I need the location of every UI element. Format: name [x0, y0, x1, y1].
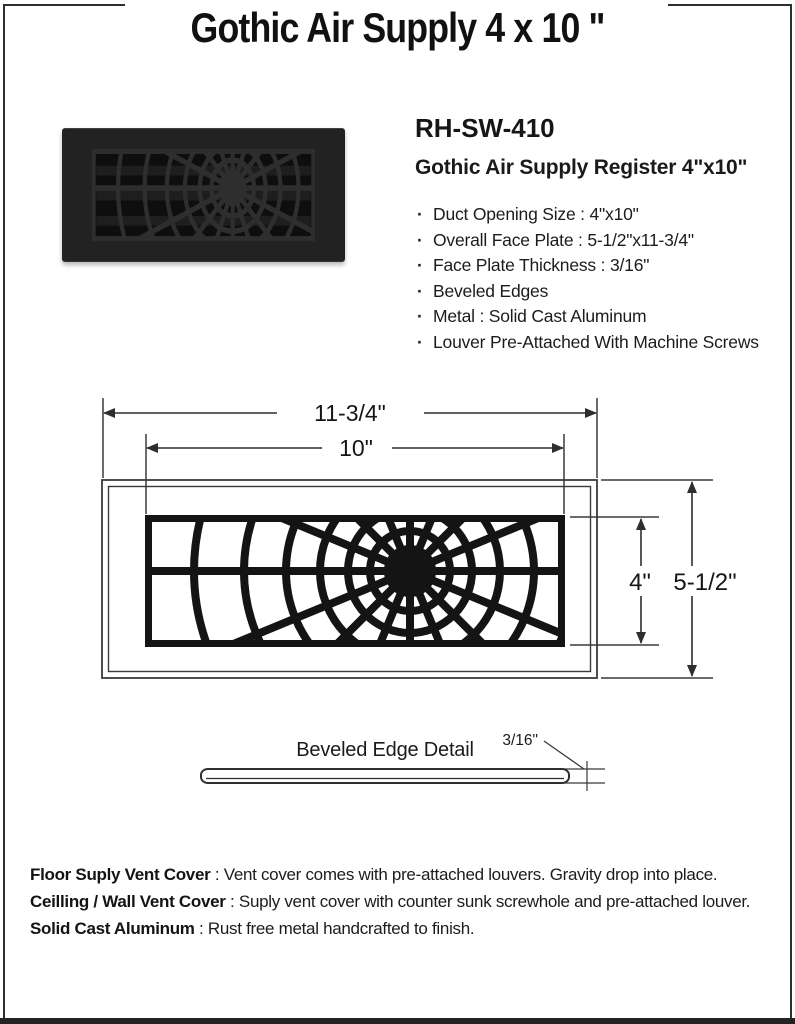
footer-note-label: Floor Suply Vent Cover [30, 865, 211, 884]
bullet-dot: · [417, 255, 423, 275]
spec-text: Metal : Solid Cast Aluminum [433, 306, 647, 326]
bullet-dot: · [417, 306, 423, 326]
footer-note-text: Vent cover comes with pre-attached louvers. Gravity drop into place. [223, 865, 718, 884]
spec-text: Beveled Edges [433, 280, 549, 301]
dim-overall-height-label: 5-1/2" [673, 569, 737, 596]
footer-note-separator: : [210, 865, 224, 884]
product-photo-louver [92, 149, 315, 241]
spec-text: Face Plate Thickness : 3/16" [433, 255, 650, 275]
footer-note [30, 915, 775, 942]
bullet-dot: · [417, 229, 423, 250]
product-model: RH-SW-410 [415, 113, 555, 143]
footer-note-label: Solid Cast Aluminum [30, 919, 195, 938]
dim-duct-width-label: 10" [339, 435, 373, 461]
spec-item [417, 279, 759, 305]
spec-text: Duct Opening Size : 4"x10" [433, 204, 639, 224]
spec-item [417, 228, 759, 254]
bevel-thickness-label: 3/16" [502, 732, 538, 749]
product-name: Gothic Air Supply Register 4"x10" [415, 156, 748, 179]
dim-overall-width-label: 11-3/4" [314, 400, 386, 426]
bullet-dot: · [417, 204, 423, 224]
product-photo [62, 128, 345, 262]
spiderweb-pattern-photo [92, 149, 315, 241]
footer-note-separator: : [225, 892, 239, 911]
page-border-bottom [0, 1018, 795, 1024]
bevel-detail-title: Beveled Edge Detail [296, 739, 474, 761]
page-title: Gothic Air Supply 4 x 10 " [190, 4, 605, 51]
spec-item [417, 202, 759, 228]
footer-notes [30, 861, 775, 942]
spec-item [417, 253, 759, 279]
bevel-detail-drawing [195, 715, 625, 795]
footer-note-label: Ceilling / Wall Vent Cover [30, 892, 226, 911]
footer-note-separator: : [194, 919, 208, 938]
bullet-dot: · [417, 331, 423, 352]
footer-note [30, 888, 775, 915]
footer-note-text: Rust free metal handcrafted to finish. [207, 919, 475, 938]
spec-text: Overall Face Plate : 5-1/2"x11-3/4" [433, 229, 694, 250]
dim-duct-height-label: 4" [629, 569, 651, 596]
dimension-diagram [0, 390, 795, 702]
page-title-wrap [0, 4, 795, 52]
bullet-dot: · [417, 280, 423, 301]
footer-note [30, 861, 775, 888]
spec-text: Louver Pre-Attached With Machine Screws [433, 331, 759, 352]
spec-list [417, 202, 759, 355]
plate-cross-section [201, 769, 569, 783]
footer-note-text: Suply vent cover with counter sunk screwhole and pre-attached louver. [238, 892, 751, 911]
spec-item [417, 304, 759, 330]
spec-item [417, 330, 759, 356]
